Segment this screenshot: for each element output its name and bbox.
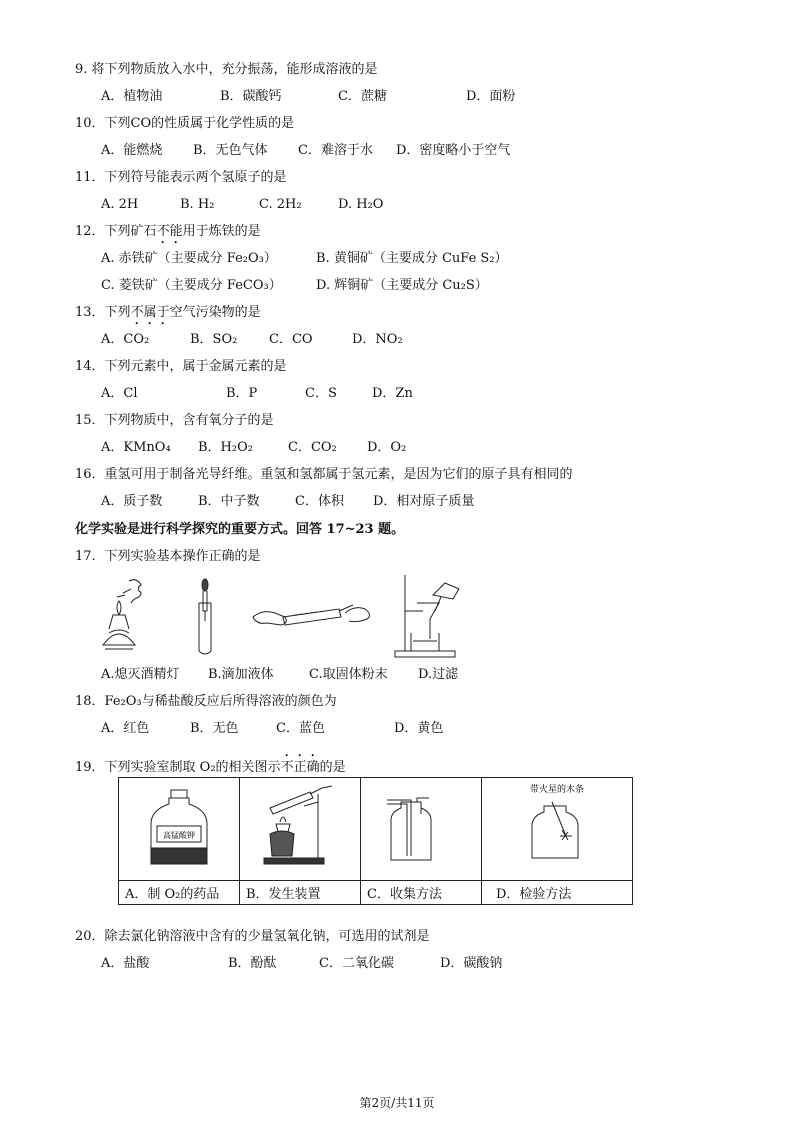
option-a: A．KMnO₄	[101, 440, 171, 455]
option-b: B. H₂	[180, 197, 215, 212]
cell-test-figure	[482, 778, 633, 881]
question-number: 16．	[75, 467, 105, 482]
option-c: C．S	[305, 386, 337, 401]
option-d: D．Zn	[372, 386, 413, 401]
option-b: B．无色气体	[193, 143, 268, 158]
q19-table	[118, 777, 633, 905]
option-c: C.取固体粉末	[309, 667, 388, 682]
question-text-pre: 下列实验室制取 O₂的相关图示	[104, 760, 281, 775]
reagent-bottle-figure	[119, 778, 239, 876]
question-text: 下列物质中，含有氧分子的是	[104, 413, 274, 428]
option-b: B．无色	[190, 721, 239, 736]
question-text: 除去氯化钠溶液中含有的少量氢氧化钠，可选用的试剂是	[104, 929, 430, 944]
question-number: 9.	[75, 62, 88, 77]
option-b: B．SO₂	[190, 332, 238, 347]
dropper-figure	[199, 579, 211, 654]
option-a: A．Cl	[101, 386, 138, 401]
option-c: C．体积	[295, 494, 344, 509]
question-number: 19．	[75, 760, 105, 775]
option-c: C．CO	[269, 332, 313, 347]
question-text-post: 用于炼铁的是	[182, 224, 261, 239]
splint-label: 带火星的木条	[529, 785, 585, 795]
question-text-pre: 下列	[104, 305, 131, 320]
option-d: D.过滤	[418, 667, 459, 682]
question-number: 18．	[75, 694, 105, 709]
collection-bottle-figure	[361, 778, 481, 876]
section-heading: 化学实验是进行科学探究的重要方式。回答 17~23 题。	[75, 522, 405, 537]
option-a: A. 赤铁矿（主要成分 Fe₂O₃）	[101, 251, 277, 266]
option-a: A．植物油	[101, 89, 163, 104]
question-20-stem	[75, 928, 430, 946]
option-b: B．H₂O₂	[198, 440, 253, 455]
question-17-stem	[75, 548, 261, 566]
question-number: 15．	[75, 413, 105, 428]
question-number: 10．	[75, 116, 105, 131]
option-b: B.滴加液体	[208, 667, 274, 682]
bottle-label: 高锰酸钾	[163, 831, 195, 840]
option-b: B. 黄铜矿（主要成分 CuFe S₂）	[316, 251, 508, 266]
question-12-stem	[75, 223, 261, 247]
q17-figures	[95, 573, 475, 661]
powder-figure	[253, 605, 370, 625]
question-text: 重氢可用于制备光导纤维。重氢和氢都属于氢元素，是因为它们的原子具有相同的	[104, 467, 573, 482]
option-a: A．质子数	[101, 494, 163, 509]
option-d: D．面粉	[466, 89, 516, 104]
option-c: C．蔗糖	[338, 89, 387, 104]
question-text: 下列符号能表示两个氢原子的是	[104, 170, 287, 185]
option-d: D. 辉铜矿（主要成分 Cu₂S）	[316, 278, 488, 293]
question-text-emphasis: 不属于	[130, 305, 170, 320]
question-10-stem	[75, 115, 294, 133]
cell-reagent-figure	[119, 778, 240, 881]
question-formula: Fe₂O₃	[104, 694, 142, 709]
page-footer: 第2页/共11页	[359, 1096, 435, 1110]
option-d: D．碳酸钠	[440, 956, 503, 971]
option-d: D．黄色	[394, 721, 444, 736]
question-11-stem	[75, 169, 287, 187]
option-a: A．盐酸	[101, 956, 150, 971]
option-a: A．CO₂	[101, 332, 150, 347]
splint-test-figure	[482, 778, 632, 876]
option-c: C．二氧化碳	[319, 956, 394, 971]
question-number: 17．	[75, 549, 105, 564]
option-a: A．能燃烧	[101, 143, 163, 158]
option-a: A．红色	[101, 721, 150, 736]
q19-option-c: C．收集方法	[361, 881, 482, 905]
option-a: A.熄灭酒精灯	[101, 667, 180, 682]
q19-option-d: D．检验方法	[482, 881, 633, 905]
question-text-emphasis: 不能	[156, 224, 183, 239]
question-number: 13．	[75, 305, 105, 320]
question-text: 下列实验基本操作正确的是	[104, 549, 261, 564]
question-9-stem	[75, 61, 378, 79]
question-text-post: 空气污染物的是	[169, 305, 261, 320]
option-a: A. 2H	[101, 197, 139, 212]
option-d: D．O₂	[367, 440, 407, 455]
question-13-stem	[75, 304, 261, 328]
cell-generator-figure	[240, 778, 361, 881]
option-d: D．相对原子质量	[373, 494, 475, 509]
question-text-emphasis: 不正确	[280, 760, 320, 775]
question-text: 下列CO的性质属于化学性质的是	[104, 116, 295, 131]
question-14-stem	[75, 358, 287, 376]
question-18-stem	[75, 693, 337, 711]
option-d: D．密度略小于空气	[396, 143, 511, 158]
question-text: 将下列物质放入水中，充分振荡，能形成溶液的是	[91, 62, 378, 77]
question-text: 与稀盐酸反应后所得溶液的颜色为	[141, 694, 337, 709]
filtration-figure	[395, 575, 459, 657]
option-b: B．中子数	[198, 494, 260, 509]
generator-apparatus-figure	[240, 778, 360, 876]
question-15-stem	[75, 412, 274, 430]
option-d: D. H₂O	[338, 197, 384, 212]
q19-option-a: A．制 O₂的药品	[119, 881, 240, 905]
cell-collection-figure	[361, 778, 482, 881]
question-text-pre: 下列矿石	[104, 224, 157, 239]
question-number: 14．	[75, 359, 105, 374]
option-d: D．NO₂	[352, 332, 403, 347]
question-19-stem	[75, 752, 346, 777]
q19-option-b: B．发生装置	[240, 881, 361, 905]
question-number: 12．	[75, 224, 105, 239]
option-b: B．P	[226, 386, 258, 401]
option-b: B．酚酞	[228, 956, 277, 971]
question-16-stem	[75, 466, 573, 484]
option-c: C．难溶于水	[298, 143, 373, 158]
option-c: C．蓝色	[276, 721, 325, 736]
question-number: 20．	[75, 929, 105, 944]
option-c: C. 2H₂	[259, 197, 302, 212]
option-c: C．CO₂	[288, 440, 337, 455]
option-b: B．碳酸钙	[220, 89, 282, 104]
question-number: 11．	[75, 170, 105, 185]
option-c: C. 菱铁矿（主要成分 FeCO₃）	[101, 278, 282, 293]
question-text: 下列元素中，属于金属元素的是	[104, 359, 287, 374]
alcohol-lamp-figure	[103, 580, 141, 649]
question-text-post: 的是	[319, 760, 346, 775]
